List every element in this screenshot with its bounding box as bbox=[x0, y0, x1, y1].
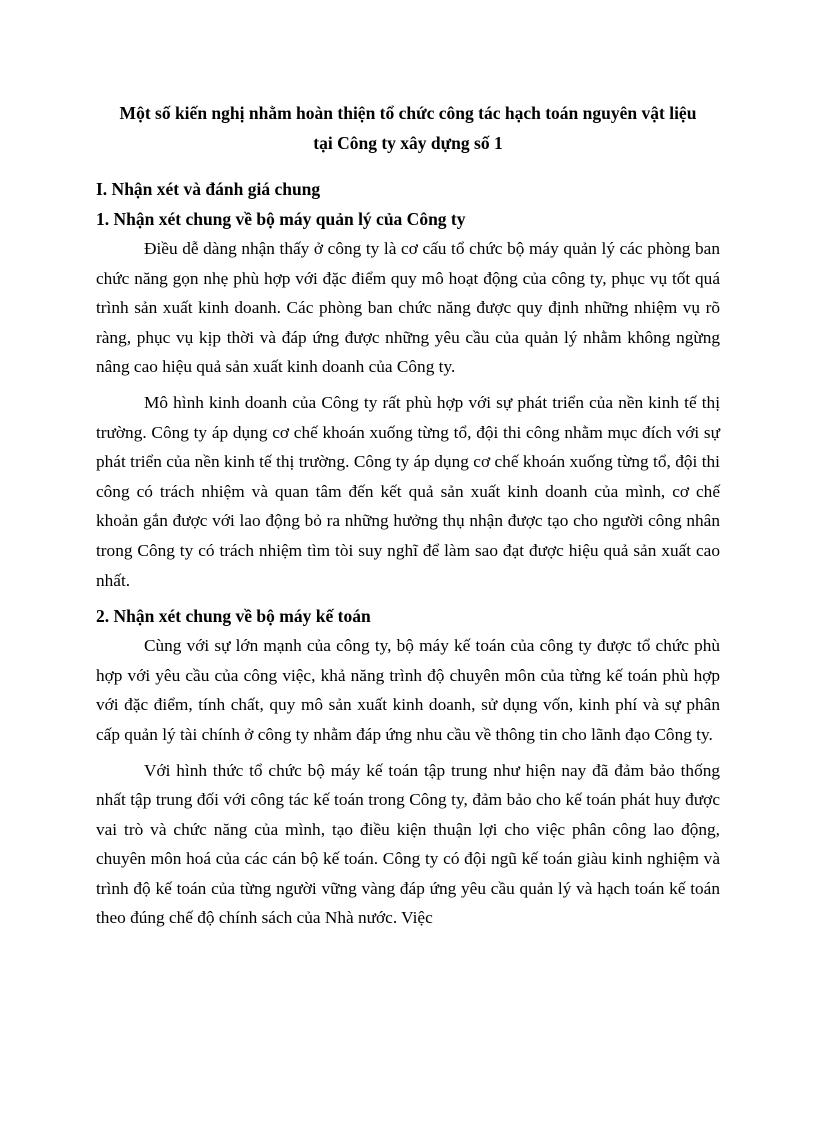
paragraph: Với hình thức tổ chức bộ máy kế toán tập trung như hiện nay đã đảm bảo thống nhất tập trung đối với công tác kế toán trong Công ty, đảm bảo cho kế toán phát huy được vai trò và chức năng của mình, tạo điều kiện thuận lợi cho việc phân công lao động, chuyên môn hoá của các cán bộ kế toán. Công ty có đội ngũ kế toán giàu kinh nghiệm và trình độ kế toán của từng người vững vàng đáp ứng yêu cầu quản lý và hạch toán kế toán theo đúng chế độ chính sách của Nhà nước. Việc bbox=[96, 760, 720, 928]
subsection-heading-1: 1. Nhận xét chung về bộ máy quản lý của Công ty bbox=[96, 209, 466, 229]
document-title bbox=[96, 98, 720, 158]
title-line-2: tại Công ty xây dựng số 1 bbox=[313, 133, 503, 153]
subsection-heading-2: 2. Nhận xét chung về bộ máy kế toán bbox=[96, 606, 371, 627]
paragraph: Điều dễ dàng nhận thấy ở công ty là cơ cấu tổ chức bộ máy quản lý các phòng ban chức năng gọn nhẹ phù hợp với đặc điểm quy mô hoạt động của công ty, phục vụ tốt quá trình sản xuất kinh doanh. Các phòng ban chức năng được quy định những nhiệm vụ rõ ràng, phục vụ kịp thời và đáp ứng được những yêu cầu của quản lý nhằm không ngừng nâng cao hiệu quả sản xuất kinh doanh của Công ty. bbox=[96, 239, 720, 377]
paragraph: Mô hình kinh doanh của Công ty rất phù hợp với sự phát triển của nền kinh tế thị trường. Công ty áp dụng cơ chế khoán xuống từng tổ, đội thi công nhằm mục đích với sự phát triển của nền kinh tế thị trường. Công ty áp dụng cơ chế khoán xuống từng tổ, đội thi công có trách nhiệm và quan tâm đến kết quả sản xuất kinh doanh của mình, cơ chế khoản gắn được với lao động bỏ ra những hưởng thụ nhận được tạo cho người công nhân trong Công ty có trách nhiệm tìm tòi suy nghĩ để làm sao đạt được hiệu quả sản xuất cao nhất. bbox=[96, 392, 720, 590]
title-line-1: Một số kiến nghị nhằm hoàn thiện tổ chức công tác hạch toán nguyên vật liệu bbox=[119, 103, 697, 123]
paragraph: Cùng với sự lớn mạnh của công ty, bộ máy kế toán của công ty được tổ chức phù hợp với yêu cầu của công việc, khả năng trình độ chuyên môn của từng kế toán phù hợp với đặc điểm, tính chất, quy mô sản xuất kinh doanh, sử dụng vốn, kinh phí và sự phân cấp quản lý tài chính ở công ty nhằm đáp ứng nhu cầu về thông tin cho lãnh đạo Công ty. bbox=[96, 636, 720, 744]
section-heading-1: I. Nhận xét và đánh giá chung bbox=[96, 179, 321, 199]
